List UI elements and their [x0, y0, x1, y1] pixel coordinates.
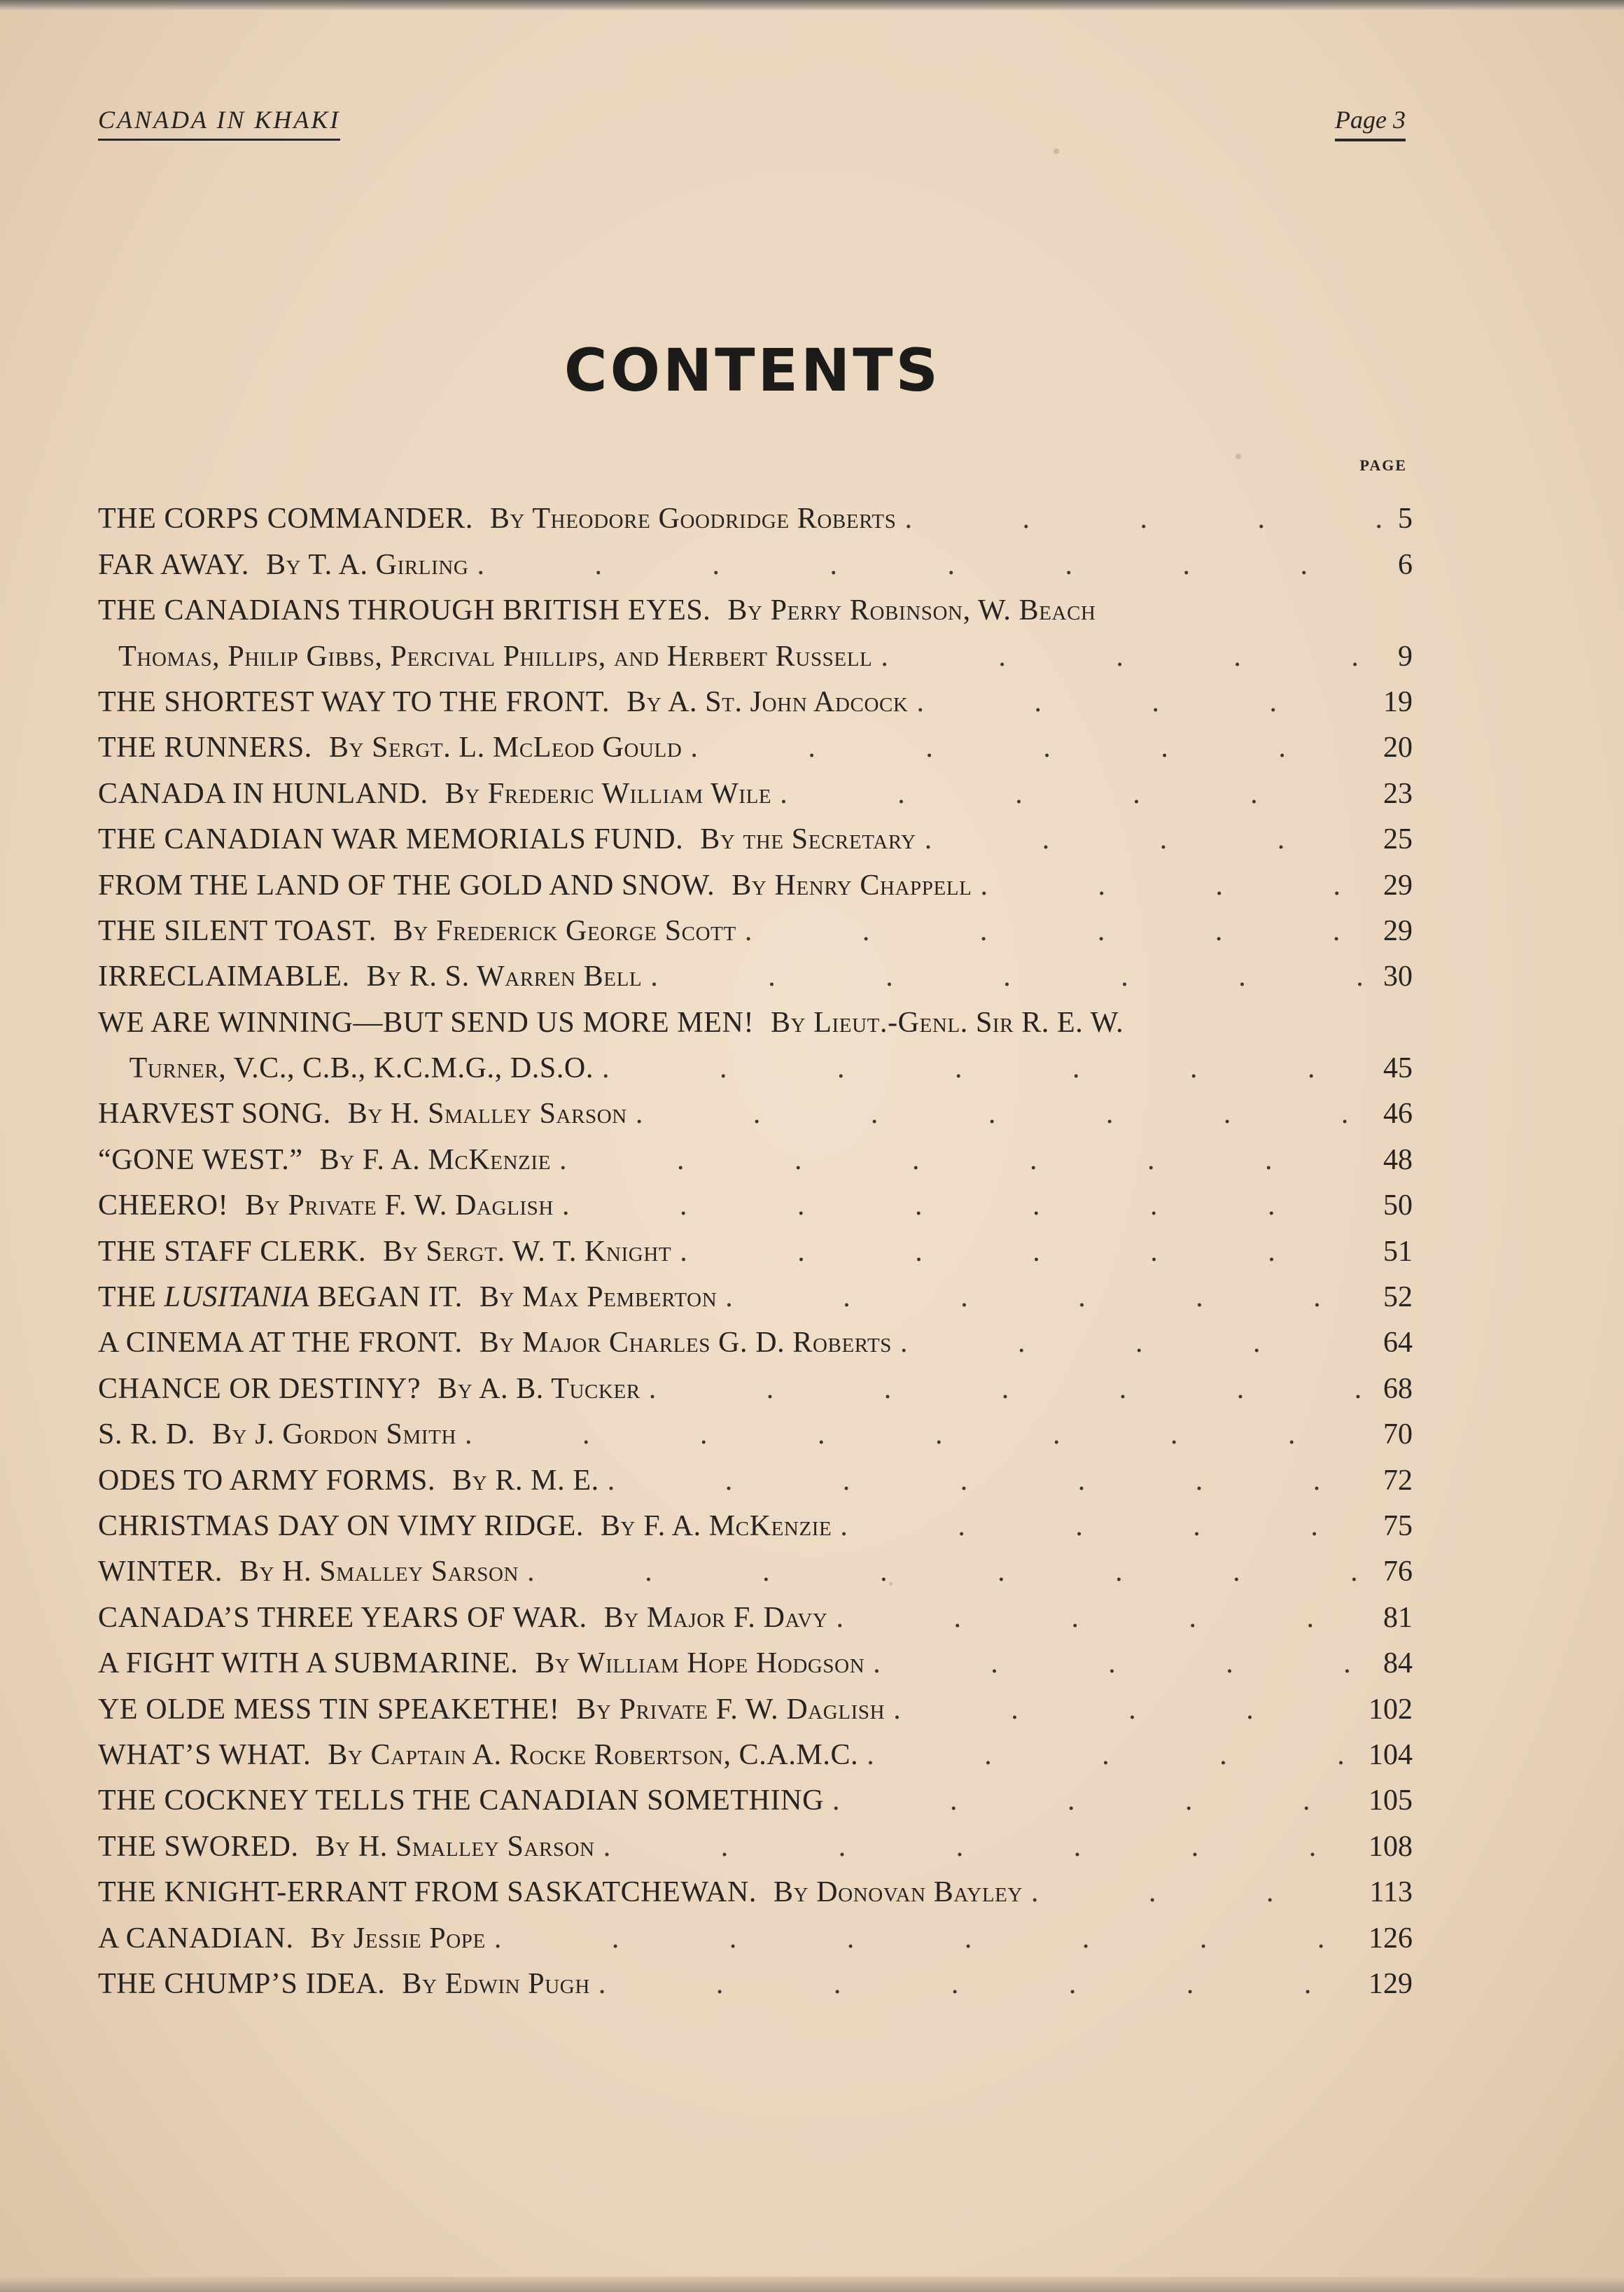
entry-title: THE SWORED.: [98, 1830, 299, 1863]
toc-entry: [98, 1085, 1413, 1131]
entry-author: By Major Charles G. D. Roberts: [479, 1327, 892, 1360]
entry-page-number: 104: [1368, 1738, 1413, 1771]
entry-author: By Jessie Pope: [310, 1922, 486, 1955]
entry-author: By A. St. John Adcock: [626, 685, 909, 718]
entry-page-number: 29: [1383, 869, 1413, 902]
entry-author: By Major F. Davy: [603, 1601, 828, 1634]
entry-title: THE CANADIANS THROUGH BRITISH EYES.: [98, 594, 711, 627]
entry-page-number: 102: [1368, 1693, 1413, 1726]
entry-author: By Frederic William Wile: [444, 777, 772, 810]
entry-page-number: 6: [1398, 548, 1413, 581]
entry-page-number: 30: [1383, 960, 1413, 993]
entry-title: THE RUNNERS.: [98, 732, 312, 764]
toc-entry: [98, 1497, 1413, 1543]
dot-leader: [690, 731, 1369, 764]
entry-title: WINTER.: [98, 1556, 223, 1588]
entry-title: FROM THE LAND OF THE GOLD AND SNOW.: [98, 869, 715, 902]
entry-page-number: 68: [1383, 1372, 1413, 1405]
entry-page-number: 50: [1383, 1189, 1413, 1222]
toc-entry: [98, 1314, 1413, 1360]
dot-leader: [477, 548, 1368, 582]
entry-page-number: 64: [1383, 1327, 1413, 1360]
dot-leader: [925, 823, 1369, 856]
entry-title: “GONE WEST.”: [98, 1143, 303, 1176]
entry-page-number: 19: [1383, 685, 1413, 718]
dot-leader: [780, 777, 1369, 811]
entry-title: THE CORPS COMMANDER.: [98, 503, 473, 536]
dot-leader: [636, 1097, 1369, 1131]
toc-entry: [98, 582, 1413, 627]
entry-title: S. R. D.: [98, 1418, 196, 1451]
dot-leader: [465, 1418, 1368, 1451]
toc-entry: [98, 719, 1413, 764]
paper-spot: [889, 1582, 892, 1586]
entry-title: A CINEMA AT THE FRONT.: [98, 1327, 463, 1360]
toc-entry: [98, 1817, 1413, 1863]
entry-title: HARVEST SONG.: [98, 1098, 331, 1131]
dot-leader: [602, 1051, 1369, 1085]
entry-title: THE COCKNEY TELLS THE CANADIAN SOMETHING: [98, 1784, 825, 1817]
entry-page-number: 84: [1383, 1647, 1413, 1680]
running-head-title: CANADA IN KHAKI: [98, 105, 340, 141]
toc-entry-continuation: [98, 627, 1413, 673]
entry-title: THE KNIGHT-ERRANT FROM SASKATCHEWAN.: [98, 1876, 757, 1909]
dot-leader: [980, 869, 1369, 902]
toc-entry: [98, 1588, 1413, 1634]
entry-author: By A. B. Tucker: [438, 1372, 640, 1405]
entry-page-number: 45: [1383, 1052, 1413, 1085]
entry-title: WHAT’S WHAT.: [98, 1738, 312, 1771]
entry-author: By R. M. E.: [452, 1464, 599, 1497]
entry-author-continued: Thomas, Philip Gibbs, Percival Phillips, and Herbert Russell: [118, 640, 873, 673]
entry-author: By Sergt. L. McLeod Gould: [328, 732, 682, 764]
toc-entry: [98, 948, 1413, 993]
paper-spot: [1054, 148, 1059, 154]
dot-leader: [559, 1143, 1369, 1177]
entry-author: By Edwin Pugh: [402, 1967, 590, 2000]
entry-page-number: 105: [1368, 1784, 1413, 1817]
entry-author: By F. A. McKenzie: [319, 1143, 552, 1176]
toc-entry: [98, 536, 1413, 581]
toc-entry: [98, 856, 1413, 902]
dot-leader: [1031, 1875, 1356, 1909]
entry-page-number: 20: [1383, 732, 1413, 764]
entry-page-number: 76: [1383, 1556, 1413, 1588]
dot-leader: [867, 1738, 1354, 1772]
dot-leader: [900, 1326, 1369, 1360]
dot-leader: [745, 914, 1369, 948]
toc-entry: [98, 1222, 1413, 1268]
dot-leader: [494, 1922, 1354, 1955]
entry-page-number: 129: [1368, 1967, 1413, 2000]
toc-entry: [98, 1635, 1413, 1680]
dot-leader: [893, 1693, 1354, 1726]
toc-entry: [98, 1269, 1413, 1314]
toc-entry: [98, 1772, 1413, 1817]
entry-page-number: 48: [1383, 1143, 1413, 1176]
dot-leader: [836, 1601, 1369, 1635]
entry-page-number: 23: [1383, 777, 1413, 810]
dot-leader: [562, 1189, 1369, 1222]
entry-page-number: 52: [1383, 1281, 1413, 1314]
entry-title: CHRISTMAS DAY ON VIMY RIDGE.: [98, 1509, 584, 1542]
entry-page-number: 113: [1369, 1876, 1413, 1909]
entry-author: By Private F. W. Daglish: [576, 1693, 886, 1726]
entry-title: IRRECLAIMABLE.: [98, 960, 350, 993]
entry-author: By T. A. Girling: [266, 548, 469, 581]
entry-page-number: 72: [1383, 1464, 1413, 1497]
entry-author: By H. Smalley Sarson: [239, 1556, 519, 1588]
entry-page-number: 81: [1383, 1601, 1413, 1634]
toc-entry: [98, 1543, 1413, 1588]
entry-page-number: 70: [1383, 1418, 1413, 1451]
toc-entry: [98, 1451, 1413, 1497]
dot-leader: [608, 1464, 1369, 1497]
entry-title: CANADA’S THREE YEARS OF WAR.: [98, 1601, 587, 1634]
toc-entry: [98, 1131, 1413, 1176]
entry-author: By Theodore Goodridge Roberts: [489, 503, 897, 536]
toc-entry: [98, 1177, 1413, 1222]
dot-leader: [527, 1555, 1369, 1588]
dot-leader: [603, 1830, 1354, 1864]
page-bottom-edge: [0, 2277, 1624, 2292]
toc-entry: [98, 1955, 1413, 2001]
entry-title: CHANCE OR DESTINY?: [98, 1372, 421, 1405]
toc-entry: [98, 490, 1413, 536]
toc-entry: [98, 993, 1413, 1039]
entry-title: THE CHUMP’S IDEA.: [98, 1967, 386, 2000]
entry-author: By Henry Chappell: [732, 869, 972, 902]
entry-page-number: 46: [1383, 1098, 1413, 1131]
entry-author: By H. Smalley Sarson: [315, 1830, 595, 1863]
dot-leader: [725, 1280, 1369, 1314]
entry-page-number: 29: [1383, 914, 1413, 947]
entry-page-number: 126: [1368, 1922, 1413, 1955]
entry-title: A FIGHT WITH A SUBMARINE.: [98, 1647, 519, 1680]
dot-leader: [650, 960, 1369, 993]
entry-title: [98, 1280, 463, 1314]
toc-entry: [98, 1360, 1413, 1405]
entry-title: WE ARE WINNING—BUT SEND US MORE MEN!: [98, 1006, 755, 1039]
entry-title: ODES TO ARMY FORMS.: [98, 1464, 436, 1497]
toc-entry: [98, 811, 1413, 856]
entry-author: By Donovan Bayley: [774, 1876, 1023, 1909]
toc-entry: [98, 1726, 1413, 1772]
page-title: CONTENTS: [564, 336, 941, 405]
entry-page-number: 5: [1398, 503, 1413, 536]
dot-leader: [598, 1967, 1354, 2001]
entry-title: CHEERO!: [98, 1189, 229, 1222]
dot-leader: [832, 1784, 1354, 1817]
toc-entry-continuation: [98, 1040, 1413, 1085]
entry-page-number: 75: [1383, 1509, 1413, 1542]
entry-page-number: 9: [1398, 640, 1413, 673]
entry-author: By F. A. McKenzie: [600, 1509, 832, 1542]
entry-author: By Perry Robinson, W. Beach: [727, 594, 1096, 627]
toc-entry: [98, 1680, 1413, 1726]
entry-author: By Lieut.-Genl. Sir R. E. W.: [771, 1006, 1124, 1039]
entry-author: By Max Pemberton: [479, 1281, 718, 1314]
entry-author: By J. Gordon Smith: [212, 1418, 457, 1451]
running-head-page-number: Page 3: [1335, 105, 1406, 141]
entry-title-part: THE: [98, 1281, 164, 1314]
entry-page-number: 108: [1368, 1830, 1413, 1863]
entry-title-italic: LUSITANIA: [164, 1281, 310, 1314]
dot-leader: [881, 640, 1382, 673]
dot-leader: [840, 1509, 1369, 1543]
entry-title: YE OLDE MESS TIN SPEAKETHE!: [98, 1693, 560, 1726]
toc-entry: [98, 1406, 1413, 1451]
toc-entry: [98, 902, 1413, 948]
paper-spot: [1236, 454, 1241, 459]
dot-leader: [916, 685, 1369, 719]
toc-entry: [98, 1864, 1413, 1909]
dot-leader: [904, 502, 1382, 536]
entry-title-part: BEGAN IT.: [309, 1281, 463, 1314]
dot-leader: [649, 1372, 1369, 1406]
toc-entry: [98, 673, 1413, 719]
entry-author: By Private F. W. Daglish: [245, 1189, 554, 1222]
page-top-edge: [0, 0, 1624, 10]
entry-author: By the Secretary: [700, 823, 916, 856]
entry-author: By H. Smalley Sarson: [347, 1098, 627, 1131]
entry-title: THE CANADIAN WAR MEMORIALS FUND.: [98, 823, 684, 856]
entry-author: By R. S. Warren Bell: [366, 960, 643, 993]
toc-entry: [98, 764, 1413, 810]
dot-leader: [680, 1235, 1369, 1269]
entry-title: A CANADIAN.: [98, 1922, 294, 1955]
dot-leader: [873, 1647, 1369, 1680]
entry-page-number: 51: [1383, 1235, 1413, 1268]
entry-title: THE STAFF CLERK.: [98, 1235, 367, 1268]
entry-title: THE SHORTEST WAY TO THE FRONT.: [98, 685, 610, 718]
entry-author: By Sergt. W. T. Knight: [383, 1235, 672, 1268]
table-of-contents: [98, 490, 1413, 2001]
entry-title: THE SILENT TOAST.: [98, 914, 377, 947]
entry-title: FAR AWAY.: [98, 548, 250, 581]
entry-author: By Captain A. Rocke Robertson, C.A.M.C.: [328, 1738, 859, 1771]
entry-author: By Frederick George Scott: [393, 914, 736, 947]
entry-author-continued: Turner, V.C., C.B., K.C.M.G., D.S.O.: [129, 1052, 594, 1085]
entry-page-number: 25: [1383, 823, 1413, 856]
page-column-label: PAGE: [1359, 456, 1407, 474]
entry-title: CANADA IN HUNLAND.: [98, 777, 428, 810]
toc-entry: [98, 1909, 1413, 1955]
entry-author: By William Hope Hodgson: [535, 1647, 865, 1680]
